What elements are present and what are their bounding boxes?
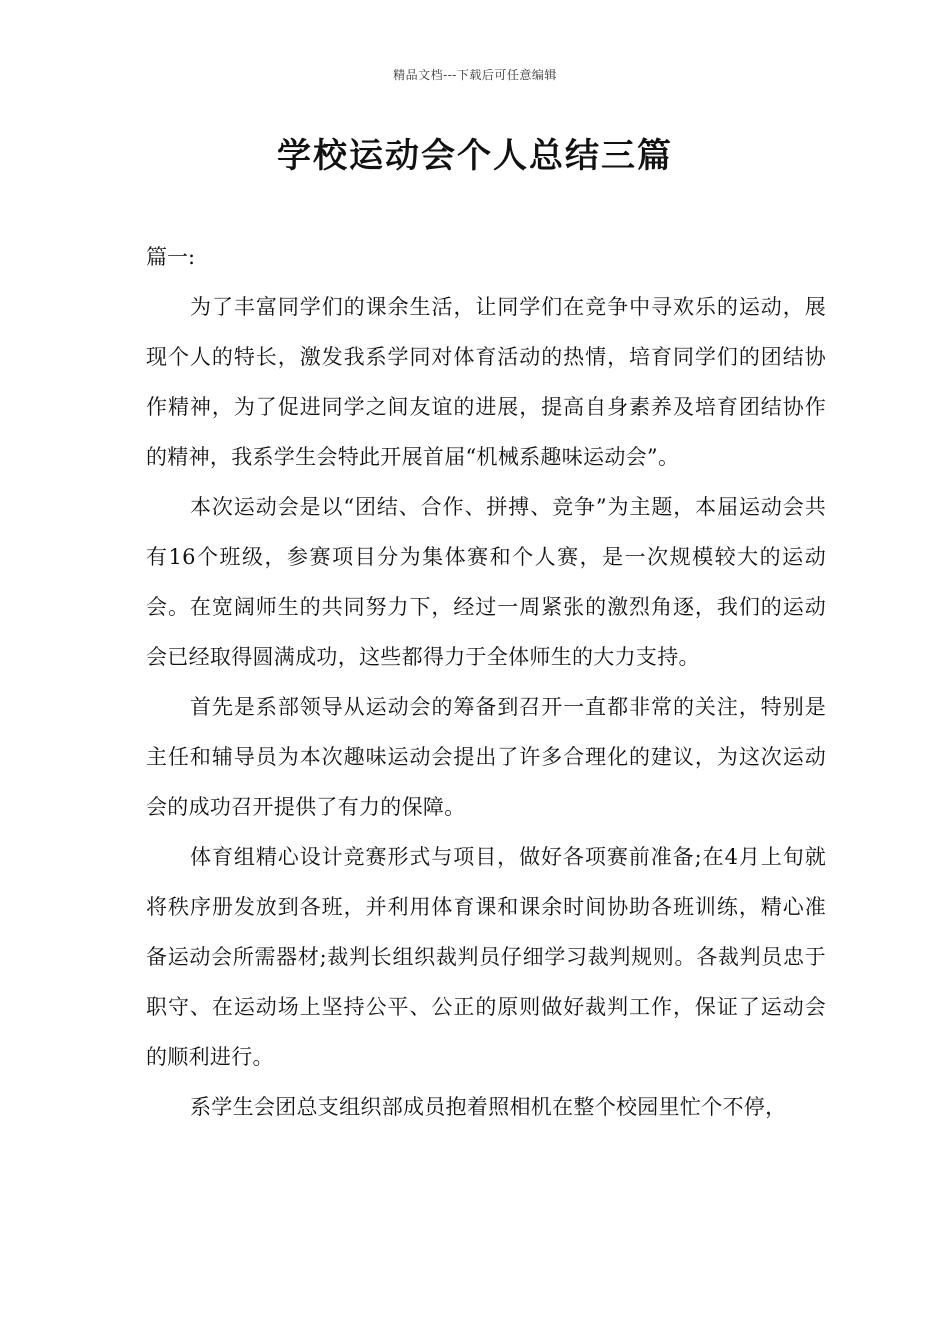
- document-title: 学校运动会个人总结三篇: [277, 136, 673, 176]
- paragraph: 体育组精心设计竞赛形式与项目，做好各项赛前准备;在4月上旬就将秩序册发放到各班，并利用体育课和课余时间协助各班训练，精心准备运动会所需器材;裁判长组织裁判员仔细学习裁判规则。各裁判员忠于职守、在运动场上坚持公平、公正的原则做好裁判工作，保证了运动会的顺利进行。: [146, 845, 826, 1069]
- section-label: 篇一:: [146, 245, 196, 269]
- paragraph: 本次运动会是以“团结、合作、拼搏、竞争”为主题，本届运动会共有16个班级，参赛项目分为集体赛和个人赛，是一次规模较大的运动会。在宽阔师生的共同努力下，经过一周紧张的激烈角逐，我们的运动会已经取得圆满成功，这些都得力于全体师生的大力支持。: [146, 495, 826, 669]
- header-note: 精品文档---下载后可任意编辑: [393, 68, 557, 82]
- paragraph: 为了丰富同学们的课余生活，让同学们在竞争中寻欢乐的运动，展现个人的特长，激发我系学同对体育活动的热情，培育同学们的团结协作精神，为了促进同学之间友谊的进展，提高自身素养及培育团结协作的精神，我系学生会特此开展首届“机械系趣味运动会”。: [146, 295, 826, 469]
- paragraph: 首先是系部领导从运动会的筹备到召开一直都非常的关注，特别是主任和辅导员为本次趣味运动会提出了许多合理化的建议，为这次运动会的成功召开提供了有力的保障。: [146, 695, 826, 819]
- document-body: [146, 232, 826, 1132]
- paragraph: 系学生会团总支组织部成员抱着照相机在整个校园里忙个不停，: [190, 1095, 787, 1119]
